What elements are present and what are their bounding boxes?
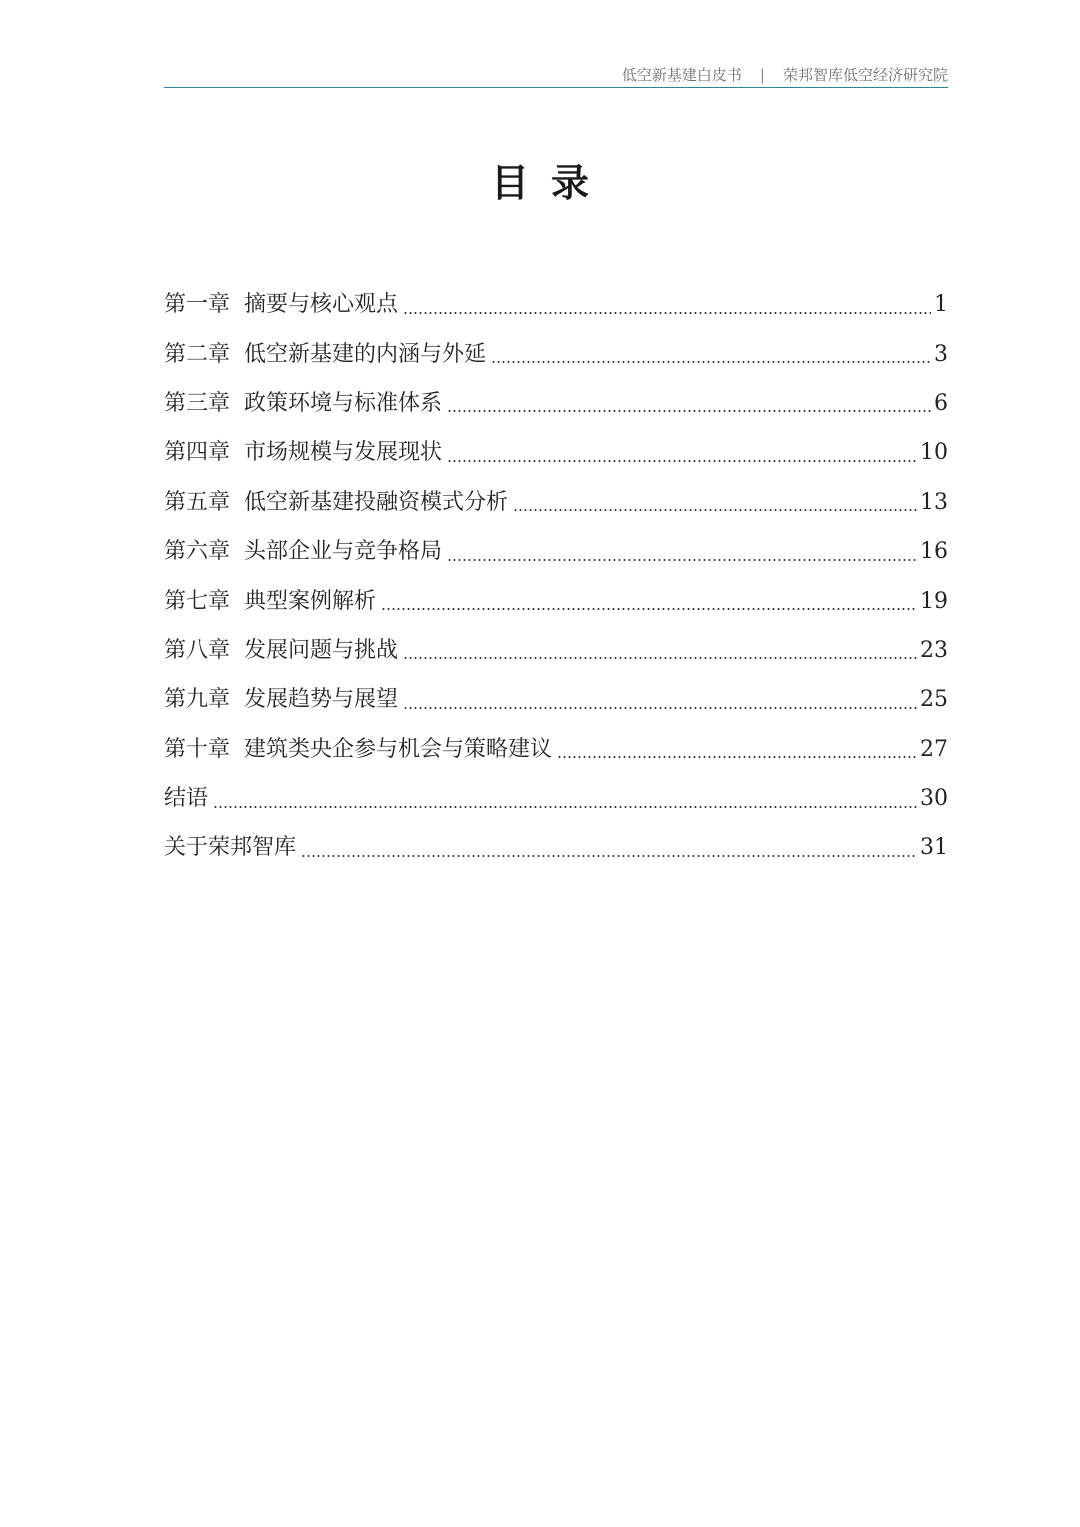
- header-separator: |: [759, 65, 765, 84]
- toc-entry[interactable]: [164, 675, 948, 724]
- toc-entry-title: 政策环境与标准体系: [244, 390, 443, 416]
- toc-entry[interactable]: [164, 626, 948, 675]
- toc-chapter-number: 第十章: [164, 736, 231, 762]
- toc-chapter-number: 第一章: [164, 292, 231, 318]
- toc-dot-leader: [491, 361, 931, 363]
- toc-dot-leader: [447, 460, 917, 462]
- toc-page-number: 6: [934, 390, 948, 416]
- toc-page-number: 1: [934, 292, 948, 318]
- toc-dot-leader: [301, 855, 917, 857]
- toc-entry[interactable]: [164, 576, 948, 625]
- toc-page-number: 31: [920, 835, 948, 861]
- toc-entry[interactable]: [164, 280, 948, 329]
- toc-entry-title: 低空新基建投融资模式分析: [244, 489, 509, 515]
- running-header: [164, 62, 948, 88]
- toc-entry-title: 市场规模与发展现状: [244, 440, 443, 466]
- toc-chapter-number: 第六章: [164, 539, 231, 565]
- toc-chapter-number: 第二章: [164, 341, 231, 367]
- toc-page-number: 3: [934, 341, 948, 367]
- toc-dot-leader: [213, 806, 917, 808]
- header-organization: 荣邦智库低空经济研究院: [782, 66, 948, 84]
- toc-entry[interactable]: [164, 774, 948, 823]
- toc-entry[interactable]: [164, 823, 948, 872]
- toc-page-number: 16: [920, 539, 948, 565]
- toc-page-number: 23: [920, 637, 948, 663]
- page-title: 目录: [490, 161, 611, 205]
- toc-chapter-number: 第四章: [164, 440, 231, 466]
- toc-page-number: 19: [920, 588, 948, 614]
- toc-chapter-number: 第九章: [164, 687, 231, 713]
- toc-chapter-number: 第八章: [164, 637, 231, 663]
- toc-page-number: 25: [920, 687, 948, 713]
- toc-entry-title: 建筑类央企参与机会与策略建议: [244, 736, 553, 762]
- toc-dot-leader: [447, 410, 931, 412]
- toc-entry[interactable]: [164, 329, 948, 378]
- toc-dot-leader: [403, 707, 917, 709]
- toc-entry-title: 头部企业与竞争格局: [244, 539, 443, 565]
- toc-page-number: 10: [920, 440, 948, 466]
- table-of-contents: [164, 280, 948, 873]
- toc-entry-title: 摘要与核心观点: [244, 292, 399, 318]
- toc-dot-leader: [447, 559, 917, 561]
- toc-entry-title: 发展趋势与展望: [244, 687, 399, 713]
- toc-entry-title: 典型案例解析: [244, 588, 377, 614]
- toc-entry[interactable]: [164, 527, 948, 576]
- toc-entry-title: 关于荣邦智库: [164, 835, 297, 861]
- toc-page-number: 27: [920, 736, 948, 762]
- toc-entry[interactable]: [164, 725, 948, 774]
- toc-entry-title: 结语: [164, 786, 209, 812]
- toc-entry-title: 低空新基建的内涵与外延: [244, 341, 487, 367]
- toc-chapter-number: 第三章: [164, 390, 231, 416]
- toc-dot-leader: [403, 657, 917, 659]
- toc-entry[interactable]: [164, 428, 948, 477]
- toc-page-number: 13: [920, 489, 948, 515]
- toc-dot-leader: [403, 312, 931, 314]
- toc-chapter-number: 第五章: [164, 489, 231, 515]
- toc-dot-leader: [557, 756, 917, 758]
- toc-entry-title: 发展问题与挑战: [244, 637, 399, 663]
- toc-page-number: 30: [920, 786, 948, 812]
- toc-entry[interactable]: [164, 478, 948, 527]
- toc-dot-leader: [513, 509, 917, 511]
- toc-chapter-number: 第七章: [164, 588, 231, 614]
- toc-entry[interactable]: [164, 379, 948, 428]
- toc-dot-leader: [381, 608, 917, 610]
- header-document-title: 低空新基建白皮书: [621, 66, 742, 84]
